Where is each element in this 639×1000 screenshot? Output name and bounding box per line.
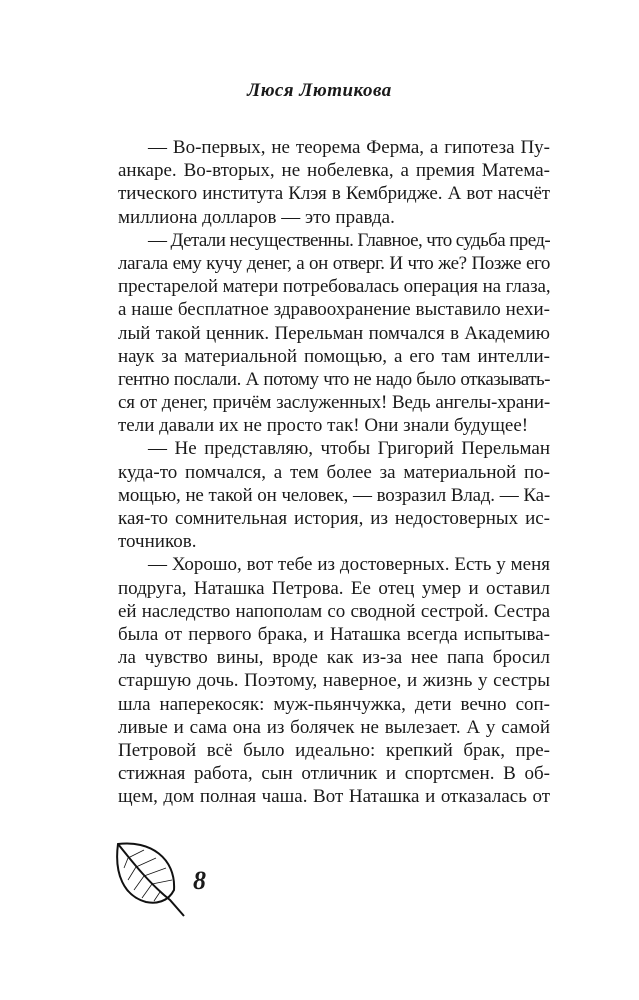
running-header-author: Люся Лютикова — [247, 80, 392, 101]
text-line: шла наперекосяк: муж-пьянчужка, дети вечно соп- — [118, 693, 550, 715]
text-line: куда-то помчался, а тем более за материальной по- — [118, 461, 550, 483]
page-number: 8 — [193, 866, 206, 895]
text-line: щем, дом полная чаша. Вот Наташка и отказалась от — [118, 786, 550, 808]
text-line: — Во-первых, не теорема Ферма, а гипотеза Пу- — [148, 137, 550, 158]
text-line: а наше бесплатное здравоохранение выставило нехи- — [118, 299, 550, 321]
text-line: ей наследство напополам со сводной сестрой. Сестра — [118, 600, 550, 622]
body-text — [118, 136, 550, 808]
text-line: Петровой всё было идеально: крепкий брак, пре- — [118, 739, 550, 761]
text-line: старшую дочь. Поэтому, наверное, и жизнь у сестры — [118, 670, 550, 692]
text-line: ливые и сама она из болячек не вылезает. А у самой — [118, 716, 550, 738]
text-line: наук за материальной помощью, а его там интелли- — [118, 345, 550, 367]
text-line: миллиона долларов — это правда. — [118, 206, 395, 228]
text-line: стижная работа, сын отличник и спортсмен. В об- — [118, 763, 550, 785]
text-line: кая-то сомнительная история, из недостоверных ис- — [118, 508, 550, 529]
leaf-icon — [110, 838, 190, 922]
text-line: — Хорошо, вот тебе из достоверных. Есть у меня — [148, 554, 550, 576]
text-line: — Не представляю, чтобы Григорий Перельман — [148, 438, 550, 460]
text-line: была от первого брака, и Наташка всегда испытыва- — [118, 623, 550, 645]
text-line: лый такой ценник. Перельман помчался в Академию — [118, 322, 550, 344]
text-line: мощью, не такой он человек, — возразил Влад. — Ка- — [118, 484, 550, 506]
text-line: тели давали их не просто так! Они знали будущее! — [118, 415, 529, 437]
text-line: тического института Клэя в Кембридже. А вот насчёт — [118, 183, 550, 205]
text-line: подруга, Наташка Петрова. Ее отец умер и оставил — [118, 577, 550, 599]
text-line: точников. — [118, 531, 197, 553]
text-line: престарелой матери потребовалась операция на глаза, — [118, 276, 550, 298]
text-line: анкаре. Во-вторых, не нобелевка, а премия Матема- — [118, 160, 550, 182]
text-line: гентно послали. А потому что не надо было отказывать- — [118, 368, 550, 390]
text-line: — Детали несущественны. Главное, что судьба пред- — [148, 229, 550, 251]
text-line: лагала ему кучу денег, а он отверг. И что же? Позже его — [118, 252, 550, 274]
text-line: ла чувство вины, вроде как из-за нее папа бросил — [118, 647, 550, 669]
text-line: ся от денег, причём заслуженных! Ведь ангелы-храни- — [118, 392, 550, 414]
